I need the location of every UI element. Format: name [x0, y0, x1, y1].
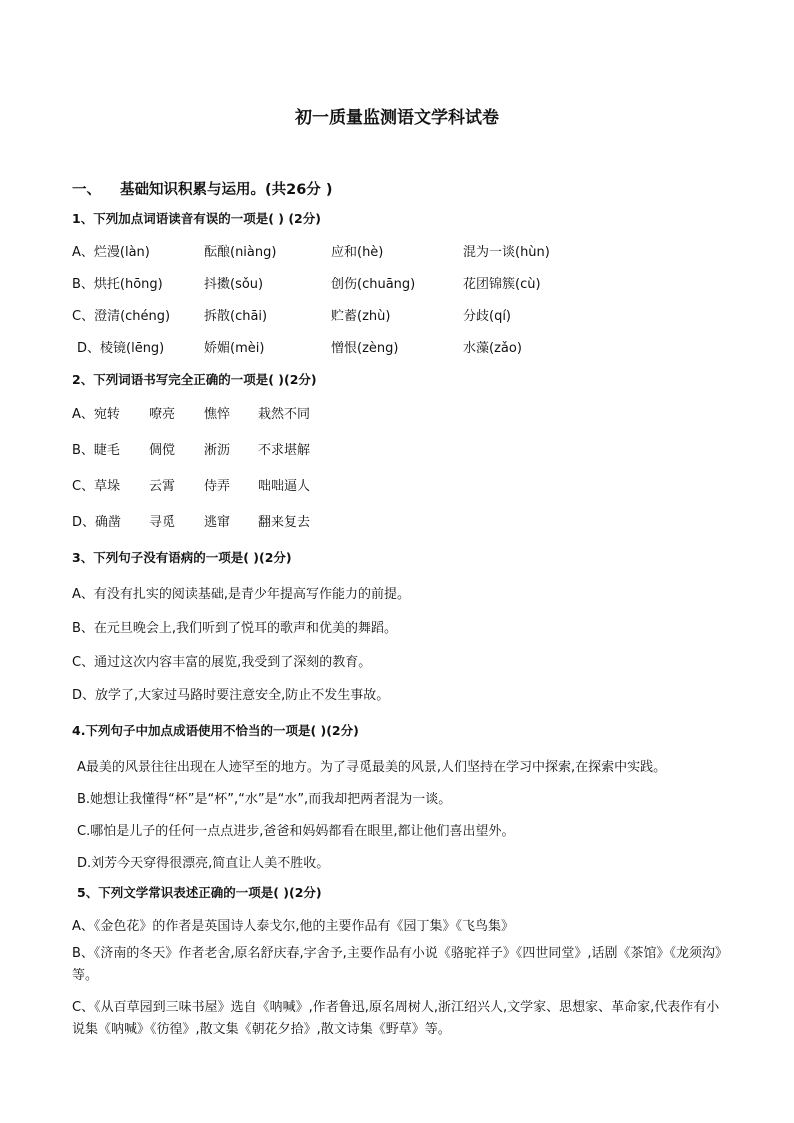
q1-option: 娇媚(mèi) — [204, 341, 265, 356]
q1-option: B、烘托(hōng) — [72, 277, 163, 292]
q2-option: 翻来复去 — [258, 515, 311, 530]
q2-option: 淅沥 — [204, 443, 231, 458]
q1-option: C、澄清(chéng) — [72, 309, 171, 324]
q1-option: D、棱镜(lēng) — [77, 341, 165, 356]
q1-option: 创伤(chuāng) — [331, 277, 416, 292]
q1-option: 应和(hè) — [331, 245, 384, 260]
q2-option: B、睫毛 — [72, 443, 120, 458]
question-2-stem: 2、下列词语书写完全正确的一项是( )(2分) — [72, 372, 317, 387]
q2-option: 侍弄 — [204, 479, 231, 494]
q1-option: 抖擞(sǒu) — [204, 277, 264, 292]
section-heading: 基础知识积累与运用。(共26分 ) — [120, 182, 333, 198]
q2-option: A、宛转 — [72, 407, 120, 422]
q2-option: 不求堪解 — [258, 443, 311, 458]
q2-option: 栽然不同 — [258, 407, 311, 422]
q1-option: 花团锦簇(cù) — [463, 277, 541, 292]
q1-option: 贮蓄(zhù) — [331, 309, 391, 324]
q1-option: 酝酿(niàng) — [204, 245, 277, 260]
page-title: 初一质量监测语文学科试卷 — [295, 108, 499, 128]
q1-option: 混为一谈(hùn) — [463, 245, 550, 260]
q2-option: D、确凿 — [72, 515, 122, 530]
q1-option: A、烂漫(làn) — [72, 245, 150, 260]
q2-option: 憔悴 — [204, 407, 231, 422]
q5-option-a: A、《金色花》的作者是英国诗人泰戈尔,他的主要作品有《园丁集》《飞鸟集》 — [72, 919, 515, 934]
q1-option: 分歧(qí) — [463, 309, 512, 324]
q5-option-b: B、《济南的冬天》作者老舍,原名舒庆春,字舍予,主要作品有小说《骆驼祥子》《四世同堂》,话剧《茶馆》《龙须沟》等。 — [72, 946, 728, 983]
q2-option: 咄咄逼人 — [258, 479, 311, 494]
q1-option: 拆散(chāi) — [204, 309, 268, 324]
q2-option: 倜傥 — [149, 443, 176, 458]
q3-option-d: D、放学了,大家过马路时要注意安全,防止不发生事故。 — [72, 688, 390, 703]
q2-option: 云霄 — [149, 479, 176, 494]
q2-option: 嘹亮 — [149, 407, 176, 422]
q4-option-a: A最美的风景往往出现在人迹罕至的地方。为了寻觅最美的风景,人们坚持在学习中探索,在探索中实践。 — [77, 760, 667, 775]
q4-option-d: D.刘芳今天穿得很漂亮,简直让人美不胜收。 — [77, 856, 330, 871]
question-3-stem: 3、下列句子没有语病的一项是( )(2分) — [72, 550, 292, 565]
question-4-stem: 4.下列句子中加点成语使用不恰当的一项是( )(2分) — [72, 723, 359, 738]
q3-option-a: A、有没有扎实的阅读基础,是青少年提高写作能力的前提。 — [72, 587, 411, 602]
q1-option: 水藻(zǎo) — [463, 341, 522, 356]
q2-option: 寻觅 — [149, 515, 176, 530]
section-number: 一、 — [72, 182, 101, 198]
q5-option-c: C、《从百草园到三味书屋》选自《呐喊》,作者鲁迅,原名周树人,浙江绍兴人,文学家、思想家、革命家,代表作有小说集《呐喊》《彷徨》,散文集《朝花夕拾》,散文诗集《野草》等。 — [72, 1000, 720, 1037]
question-1-stem: 1、下列加点词语读音有误的一项是( ) (2分) — [72, 211, 321, 226]
q4-option-c: C.哪怕是儿子的任何一点点进步,爸爸和妈妈都看在眼里,都让他们喜出望外。 — [77, 824, 515, 839]
q4-option-b: B.她想让我懂得“杯”是“杯”,“水”是“水”,而我却把两者混为一谈。 — [77, 792, 452, 807]
question-5-stem: 5、下列文学常识表述正确的一项是( )(2分) — [77, 885, 322, 900]
q3-option-b: B、在元旦晚会上,我们听到了悦耳的歌声和优美的舞蹈。 — [72, 621, 398, 636]
q3-option-c: C、通过这次内容丰富的展览,我受到了深刻的教育。 — [72, 655, 372, 670]
q1-option: 憎恨(zèng) — [331, 341, 399, 356]
q2-option: C、草垛 — [72, 479, 121, 494]
q2-option: 逃窜 — [204, 515, 231, 530]
